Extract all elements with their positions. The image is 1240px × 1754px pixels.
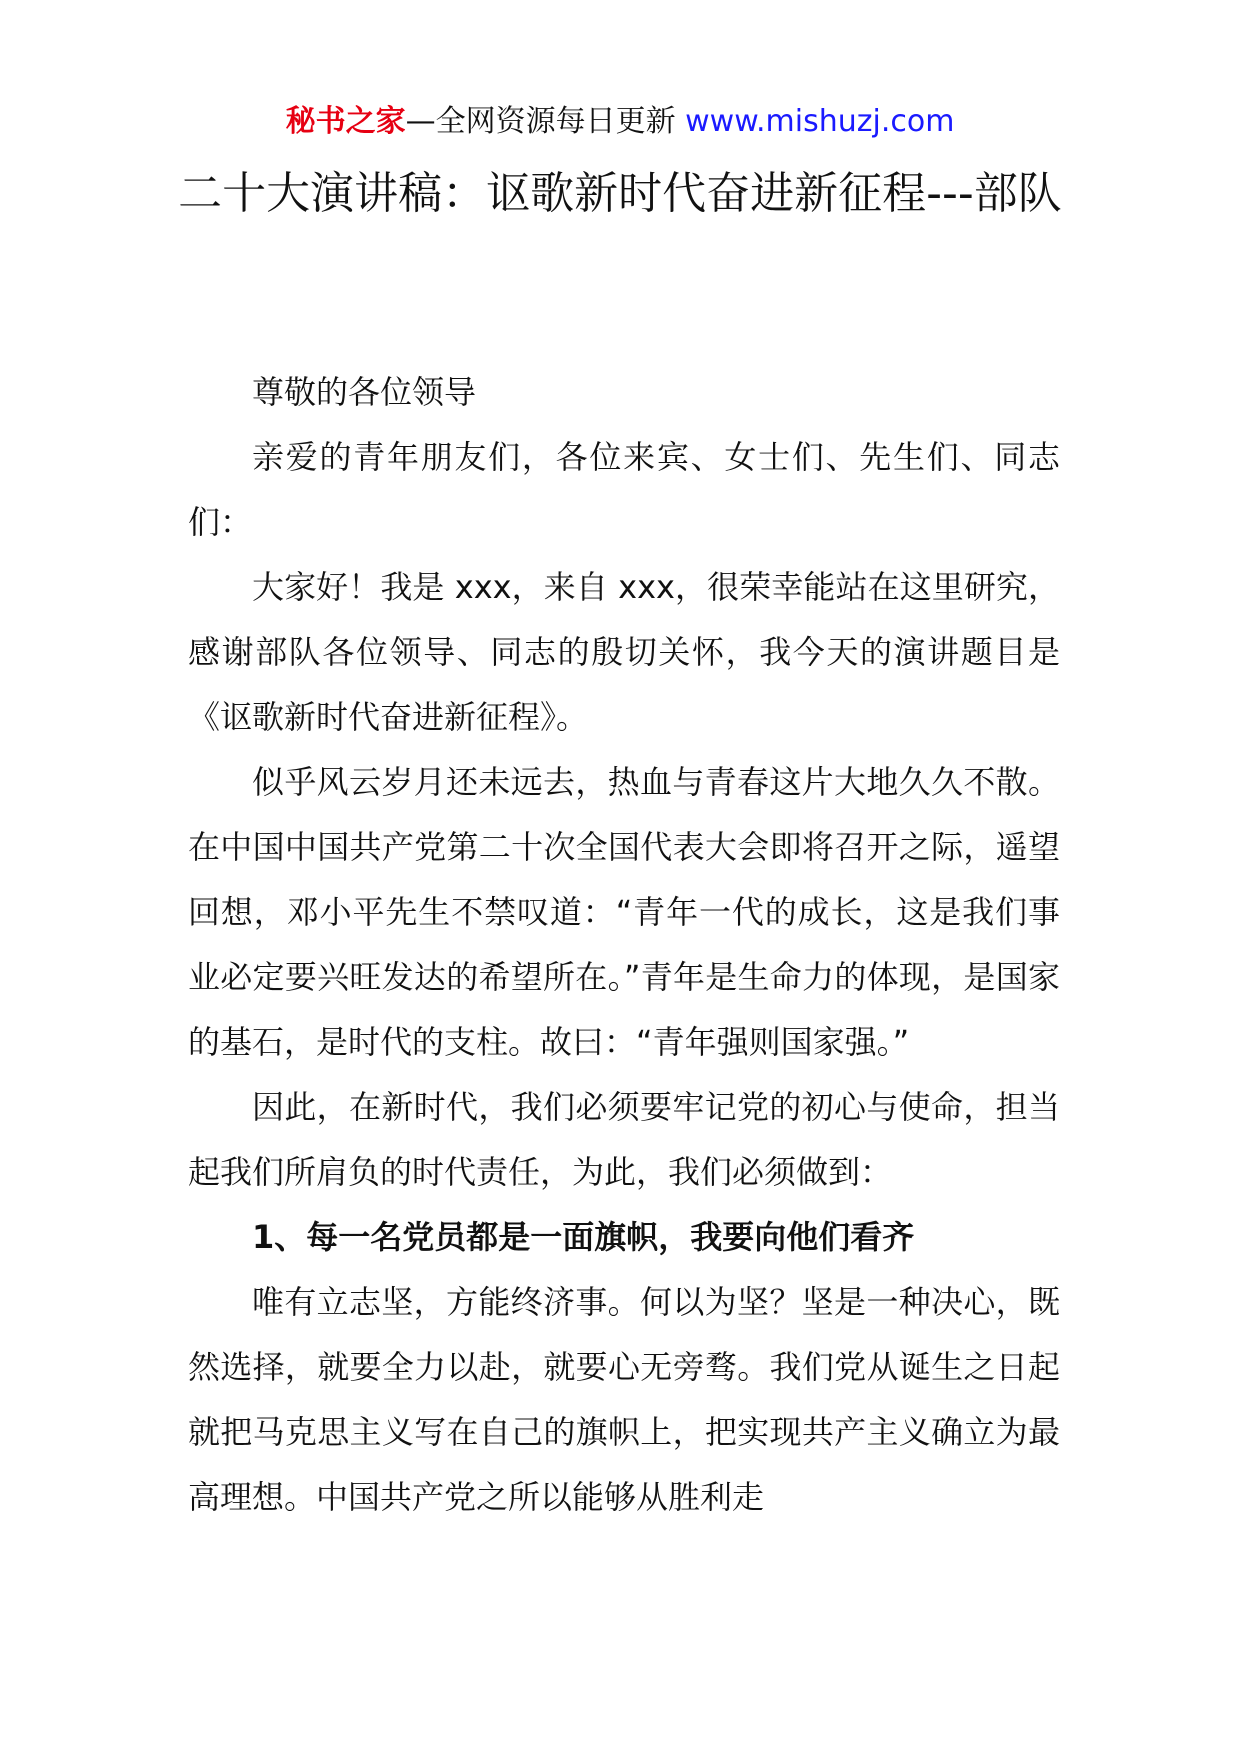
site-header — [0, 100, 1240, 144]
section-heading: 1、每一名党员都是一面旗帜，我要向他们看齐 — [252, 1218, 915, 1256]
body-paragraph: 似乎风云岁月还未远去，热血与青春这片大地久久不散。在中国中国共产党第二十次全国代表大会即将召开之际，遥望回想，邓小平先生不禁叹道：“青年一代的成长，这是我们事业必定要兴旺发达的希望所在。”青年是生命力的体现，是国家的基石，是时代的支柱。故曰：“青年强则国家强。” — [188, 763, 1060, 1061]
document-title: 二十大演讲稿：讴歌新时代奋进新征程---部队 — [178, 168, 1062, 219]
body-paragraph: 唯有立志坚，方能终济事。何以为坚？坚是一种决心，既然选择，就要全力以赴，就要心无旁骛。我们党从诞生之日起就把马克思主义写在自己的旗帜上，把实现共产主义确立为最高理想。中国共产党之所以能够从胜利走 — [188, 1283, 1060, 1516]
body-paragraph: 因此，在新时代，我们必须要牢记党的初心与使命，担当起我们所肩负的时代责任，为此，我们必须做到： — [188, 1088, 1060, 1191]
site-url[interactable]: www.mishuzj.com — [685, 104, 955, 139]
salutation-audience: 亲爱的青年朋友们，各位来宾、女士们、先生们、同志们： — [188, 438, 1060, 541]
site-tagline: —全网资源每日更新 — [405, 104, 686, 139]
site-brand: 秘书之家 — [285, 104, 406, 139]
body-paragraph: 大家好！我是 xxx，来自 xxx，很荣幸能站在这里研究，感谢部队各位领导、同志的殷切关怀，我今天的演讲题目是《讴歌新时代奋进新征程》。 — [188, 568, 1060, 736]
document-body — [188, 360, 1060, 1530]
salutation-leaders: 尊敬的各位领导 — [252, 373, 477, 411]
